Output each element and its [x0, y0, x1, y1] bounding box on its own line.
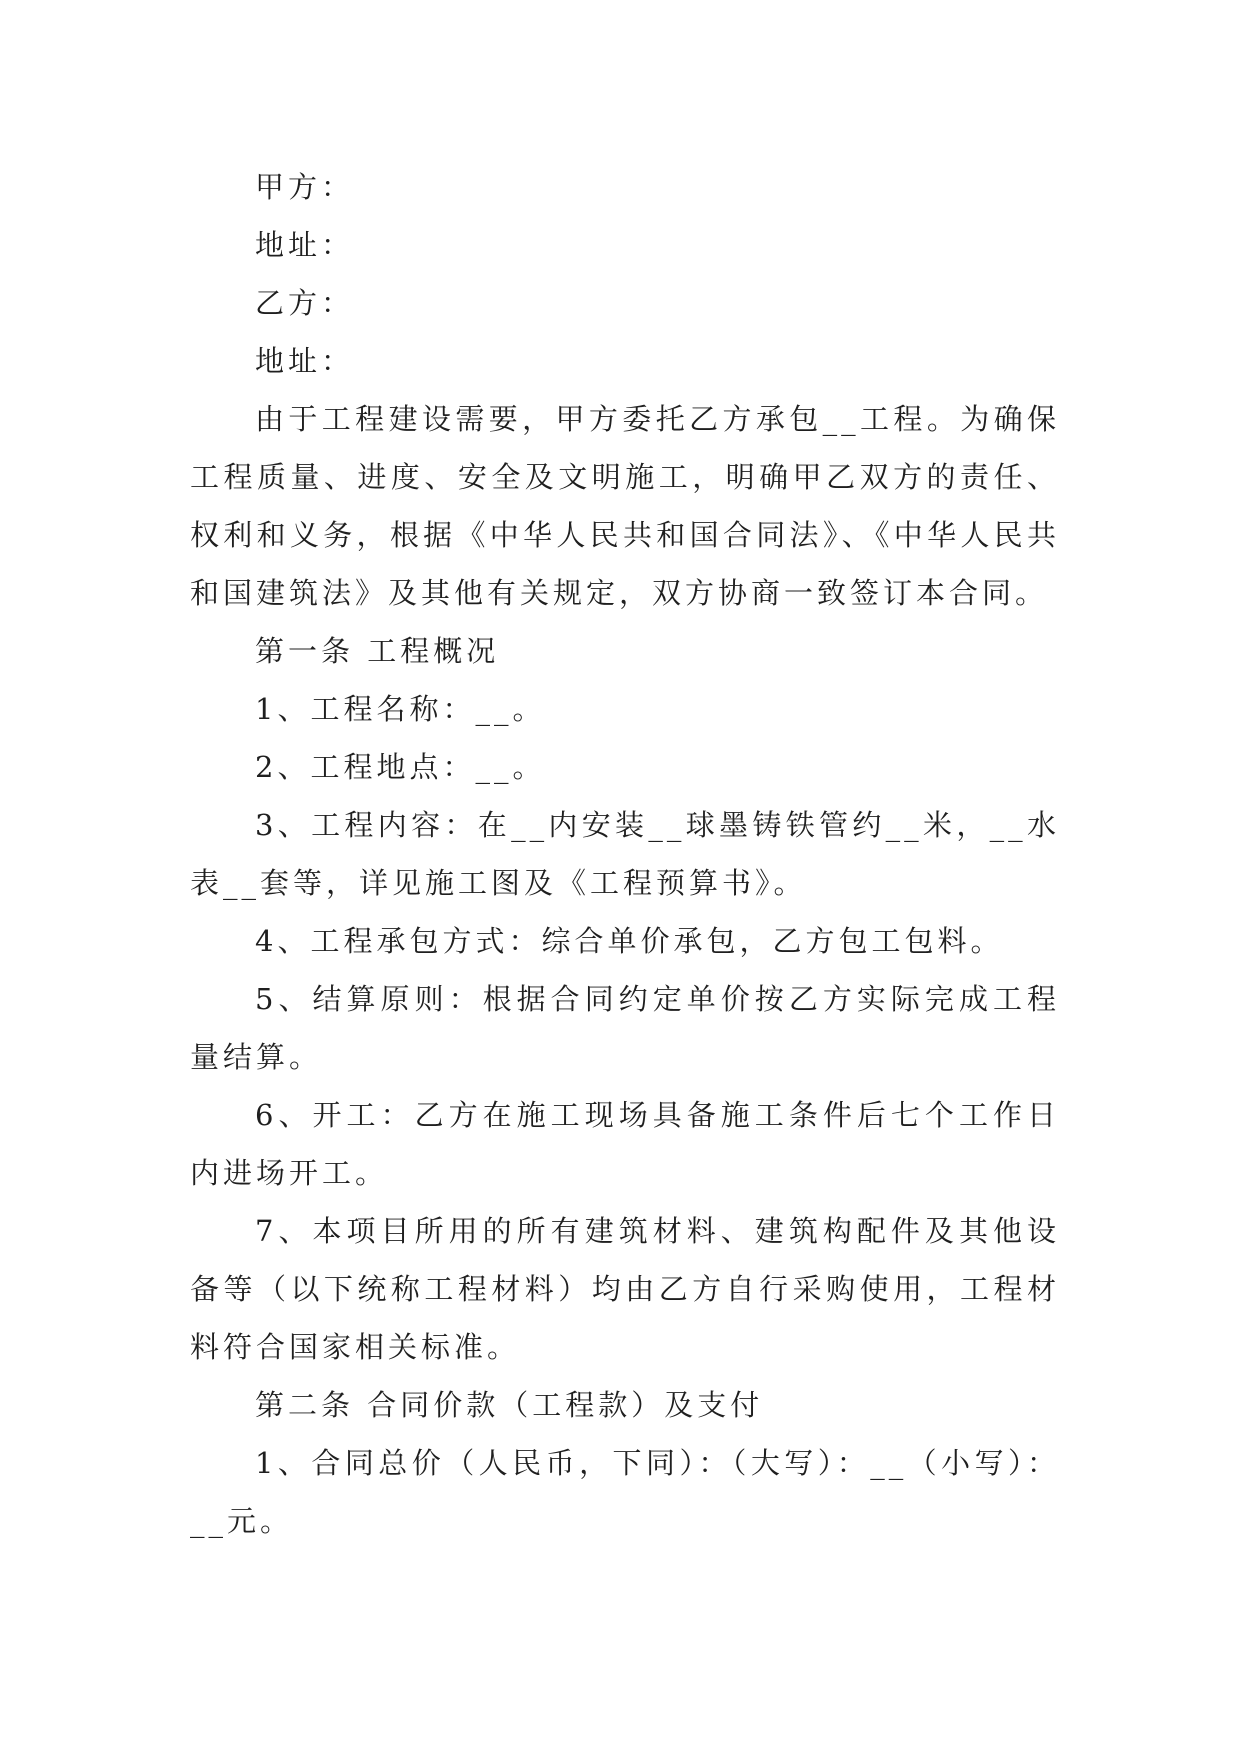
party-b-address-line: 地址：: [255, 344, 355, 378]
contract-mode-item: 4、工程承包方式：综合单价承包，乙方包工包料。: [255, 924, 1004, 958]
article-1-heading: 第一条 工程概况: [255, 634, 500, 668]
party-a-address-line: 地址：: [255, 228, 355, 262]
project-location-item: 2、工程地点：__。: [255, 750, 546, 784]
article-2-heading: 第二条 合同价款（工程款）及支付: [255, 1388, 764, 1422]
materials-item: 7、本项目所用的所有建筑材料、建筑构配件及其他设备等（以下统称工程材料）均由乙方自行采购使用，工程材料符合国家相关标准。: [190, 1214, 1060, 1364]
commencement-item: 6、开工：乙方在施工现场具备施工条件后七个工作日内进场开工。: [190, 1098, 1060, 1190]
contract-total-price-item: 1、合同总价（人民币，下同）：（大写）：__（小写）：__元。: [190, 1446, 1060, 1538]
project-content-item: 3、工程内容：在__内安装__球墨铸铁管约__米，__水表__套等，详见施工图及《工程预算书》。: [190, 808, 1060, 900]
settlement-principle-item: 5、结算原则：根据合同约定单价按乙方实际完成工程量结算。: [190, 982, 1060, 1074]
contract-body: [190, 158, 1060, 1550]
preamble-paragraph: 由于工程建设需要，甲方委托乙方承包__工程。为确保工程质量、进度、安全及文明施工，明确甲乙双方的责任、权利和义务，根据《中华人民共和国合同法》、《中华人民共和国建筑法》及其他有关规定，双方协商一致签订本合同。: [190, 402, 1060, 610]
project-name-item: 1、工程名称：__。: [255, 692, 546, 726]
party-a-line: 甲方：: [255, 170, 355, 204]
party-b-line: 乙方：: [255, 286, 355, 320]
